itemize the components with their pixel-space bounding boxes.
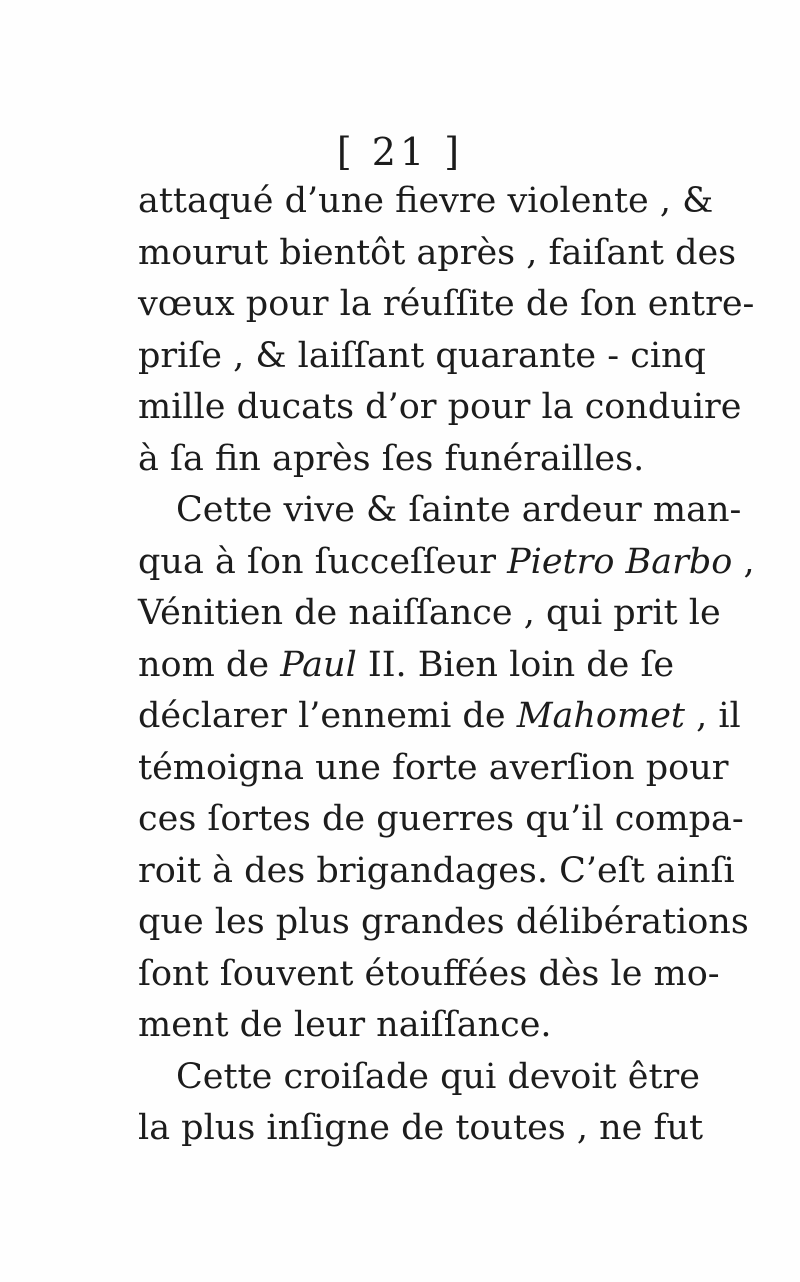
text-line: mille ducats d’or pour la conduire: [138, 387, 742, 427]
text-line: Cette vive & ſainte ardeur man-: [176, 490, 742, 530]
text-segment: ,: [732, 541, 755, 582]
text-line: que les plus grandes délibérations: [138, 902, 749, 942]
text-line: roit à des brigandages. C’eſt ainſi: [138, 850, 735, 891]
text-line: la plus inſigne de toutes , ne fut: [138, 1108, 704, 1148]
text-line: ment de leur naiſſance.: [138, 1005, 552, 1045]
text-line-with-italic: [138, 640, 675, 692]
text-segment: déclarer l’ennemi de: [138, 696, 506, 736]
italic-name: Mahomet: [516, 696, 685, 736]
text-line: priſe , & laiſſant quarante - cinq: [138, 335, 706, 376]
text-segment: nom de: [138, 644, 270, 685]
text-segment: , il: [684, 696, 741, 736]
italic-name: Paul: [280, 644, 357, 685]
text-line: témoigna une forte averſion pour: [138, 747, 729, 788]
body-text: [138, 176, 755, 1155]
text-line: ſont ſouvent étouffées dès le mo-: [138, 953, 720, 994]
text-line-with-italic: [138, 691, 741, 743]
text-line-with-italic: [138, 537, 755, 589]
text-line: Vénitien de naiſſance , qui prit le: [138, 593, 721, 633]
text-segment: qua à ſon ſucceſſeur: [138, 541, 496, 582]
text-line: ces ſortes de guerres qu’il compa-: [138, 799, 744, 839]
text-line: Cette croiſade qui devoit être: [176, 1056, 700, 1097]
text-line: à ſa fin après ſes funérailles.: [138, 438, 645, 479]
text-line: attaqué d’une fievre violente , &: [138, 181, 714, 221]
text-segment: II. Bien loin de ſe: [356, 644, 675, 685]
text-line: mourut bientôt après , faiſant des: [138, 232, 737, 273]
page-number: [ 21 ]: [336, 130, 464, 174]
italic-name: Pietro Barbo: [507, 541, 733, 582]
text-line: vœux pour la réuſſite de ſon entre-: [138, 284, 755, 324]
